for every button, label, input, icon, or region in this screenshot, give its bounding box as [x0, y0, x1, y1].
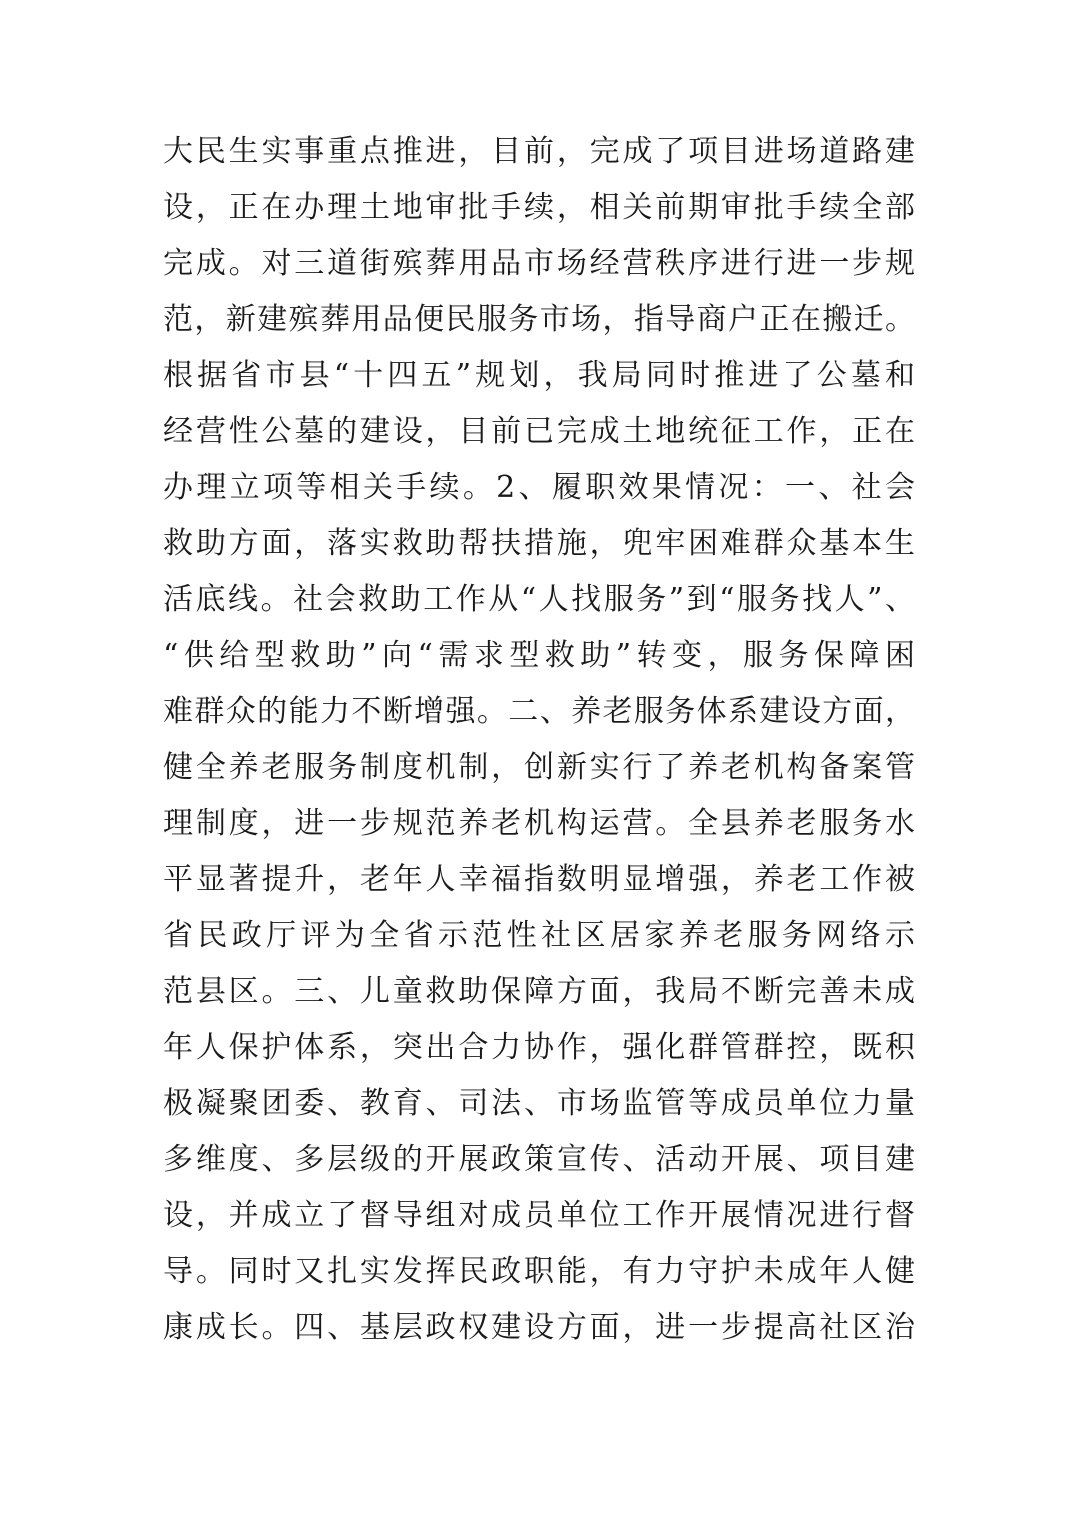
text-line: 康成长。四、基层政权建设方面，进一步提高社区治 — [163, 1310, 915, 1345]
text-line: 导。同时又扎实发挥民政职能，有力守护未成年人健 — [163, 1254, 915, 1289]
text-line: 多维度、多层级的开展政策宣传、活动开展、项目建 — [163, 1142, 915, 1177]
text-line: 救助方面，落实救助帮扶措施，兜牢困难群众基本生 — [163, 526, 915, 561]
text-line: 理制度，进一步规范养老机构运营。全县养老服务水 — [163, 806, 915, 841]
text-line: 平显著提升，老年人幸福指数明显增强，养老工作被 — [163, 862, 915, 897]
text-line: 设，正在办理土地审批手续，相关前期审批手续全部 — [163, 190, 915, 225]
text-line: 根据省市县“十四五”规划，我局同时推进了公墓和 — [163, 358, 915, 393]
text-line: 年人保护体系，突出合力协作，强化群管群控，既积 — [163, 1030, 915, 1065]
text-line: 难群众的能力不断增强。二、养老服务体系建设方面， — [163, 694, 915, 729]
text-line: 健全养老服务制度机制，创新实行了养老机构备案管 — [163, 750, 915, 785]
text-line: 设，并成立了督导组对成员单位工作开展情况进行督 — [163, 1198, 915, 1233]
text-line: 活底线。社会救助工作从“人找服务”到“服务找人”、 — [163, 582, 915, 617]
text-line: 经营性公墓的建设，目前已完成土地统征工作，正在 — [163, 414, 915, 449]
text-line: 办理立项等相关手续。2、履职效果情况：一、社会 — [163, 470, 915, 505]
text-line: 大民生实事重点推进，目前，完成了项目进场道路建 — [163, 134, 915, 169]
text-line: “供给型救助”向“需求型救助”转变，服务保障困 — [163, 638, 915, 673]
body-text — [163, 124, 915, 1356]
text-line: 完成。对三道街殡葬用品市场经营秩序进行进一步规 — [163, 246, 915, 281]
text-line: 省民政厅评为全省示范性社区居家养老服务网络示 — [163, 918, 915, 953]
text-line: 范，新建殡葬用品便民服务市场，指导商户正在搬迁。 — [163, 302, 915, 337]
text-line: 极凝聚团委、教育、司法、市场监管等成员单位力量 — [163, 1086, 915, 1121]
text-line: 范县区。三、儿童救助保障方面，我局不断完善未成 — [163, 974, 915, 1009]
